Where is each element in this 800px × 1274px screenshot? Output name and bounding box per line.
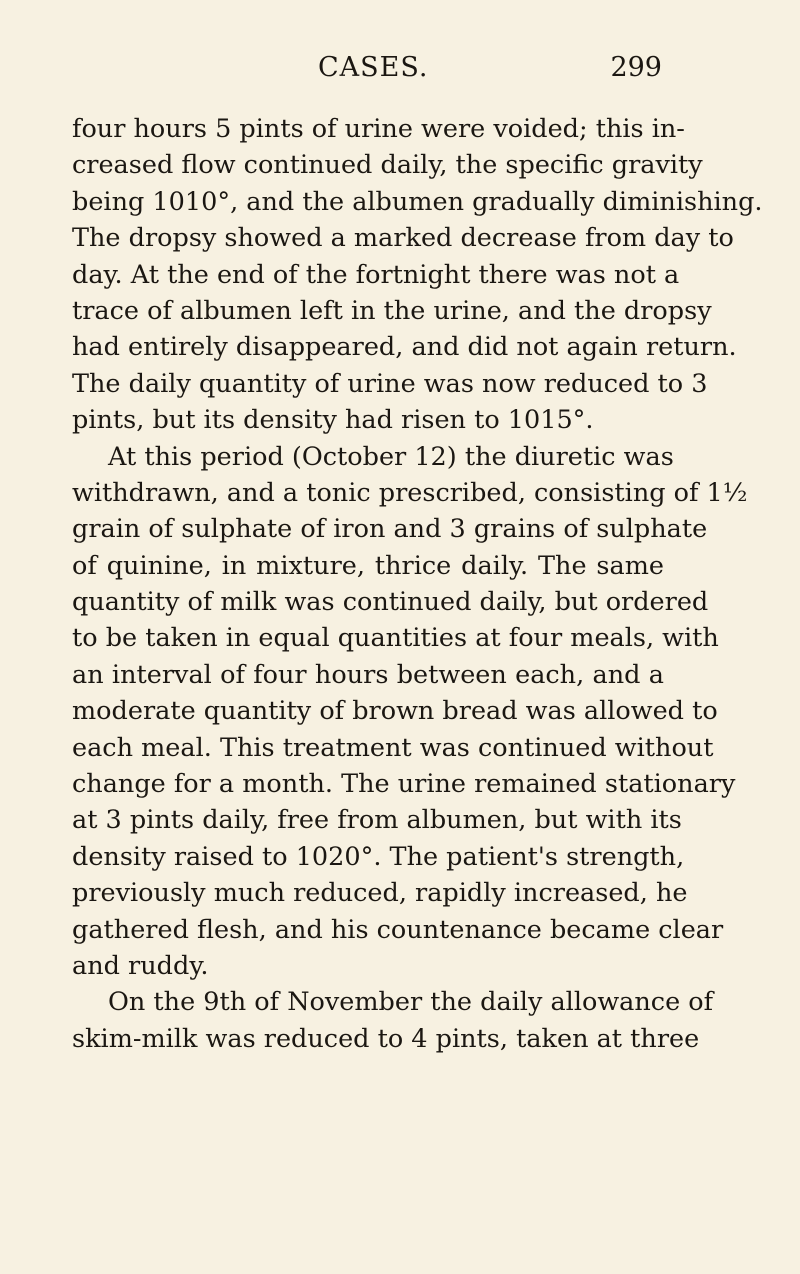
body-text	[72, 111, 763, 1057]
paragraph-end-line: and ruddy.	[72, 950, 209, 981]
text-line: at 3 pints daily, free from albumen, but with its	[72, 805, 682, 836]
running-head	[0, 52, 800, 92]
page-number: 299	[610, 52, 662, 83]
text-line: previously much reduced, rapidly increased, he	[72, 878, 688, 909]
text-line: grain of sulphate of iron and 3 grains of sulphate	[72, 514, 708, 545]
text-line: an interval of four hours between each, and a	[72, 659, 664, 690]
running-head-title: CASES.	[318, 52, 429, 83]
text-line: skim-milk was reduced to 4 pints, taken at three	[72, 1023, 700, 1054]
text-line: day. At the end of the fortnight there was not a	[72, 259, 680, 290]
text-line: trace of albumen left in the urine, and the dropsy	[72, 295, 712, 326]
paragraph-start-line: At this period (October 12) the diuretic was	[108, 441, 674, 472]
text-line: each meal. This treatment was continued without	[72, 732, 714, 763]
text-line: had entirely disappeared, and did not again return.	[72, 332, 737, 363]
text-line: to be taken in equal quantities at four meals, with	[72, 623, 719, 654]
paragraph-end-line: pints, but its density had risen to 1015°.	[72, 405, 594, 436]
text-line: gathered flesh, and his countenance became clear	[72, 914, 724, 945]
text-line: four hours 5 pints of urine were voided; this in-	[72, 114, 685, 144]
text-line: of quinine, in mixture, thrice daily. The same	[72, 550, 664, 581]
text-line: moderate quantity of brown bread was allowed to	[72, 696, 718, 727]
text-line: creased flow continued daily, the specific gravity	[72, 150, 703, 181]
text-line: withdrawn, and a tonic prescribed, consisting of 1½	[72, 477, 748, 508]
paragraph-start-line: On the 9th of November the daily allowance of	[108, 987, 714, 1018]
text-line: being 1010°, and the albumen gradually diminishing.	[72, 186, 763, 217]
text-line: density raised to 1020°. The patient's strength,	[72, 841, 685, 872]
text-line: The dropsy showed a marked decrease from day to	[72, 223, 734, 254]
text-line: change for a month. The urine remained stationary	[72, 769, 736, 800]
text-line: quantity of milk was continued daily, but ordered	[72, 587, 709, 618]
text-line: The daily quantity of urine was now reduced to 3	[72, 368, 708, 399]
